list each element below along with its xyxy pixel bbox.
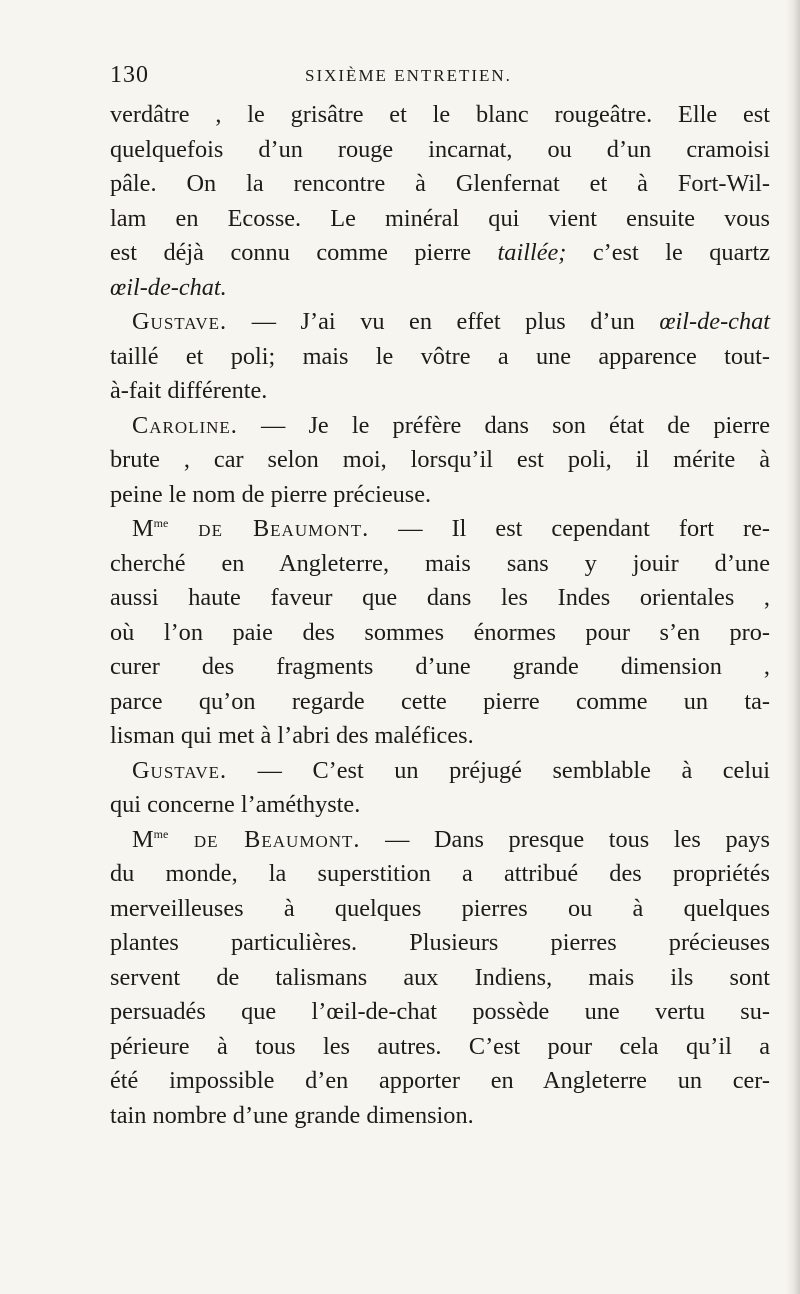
text-run: — Il est cependant fort re- — [369, 515, 770, 542]
speaker-name: Caroline. — [132, 411, 238, 439]
text-line — [110, 547, 770, 582]
text-line — [110, 236, 770, 271]
text-line — [110, 305, 770, 340]
text-line — [110, 754, 770, 789]
speaker-name: de Beaumont. — [168, 825, 361, 853]
text-line — [110, 995, 770, 1030]
text-line — [110, 98, 770, 133]
text-line — [110, 271, 770, 306]
text-run: où l’on paie des sommes énormes pour s’en pro- — [110, 618, 770, 646]
text-line — [110, 857, 770, 892]
text-line — [110, 719, 770, 754]
page-edge-shadow — [786, 0, 800, 1294]
text-line — [110, 685, 770, 720]
italic-term: taillée; — [497, 239, 567, 266]
text-run: me — [153, 516, 169, 530]
text-line — [110, 374, 770, 409]
text-line — [110, 892, 770, 927]
text-run: verdâtre , le grisâtre et le blanc rougeâtre. Elle est — [110, 101, 770, 128]
text-line — [110, 788, 770, 823]
text-run: été impossible d’en apporter en Angleterre un cer- — [110, 1067, 770, 1094]
text-run: servent de talismans aux Indiens, mais ils sont — [110, 963, 770, 991]
italic-term: œil-de-chat — [659, 308, 770, 335]
text-run: — J’ai vu en effet plus d’un — [227, 308, 660, 335]
text-run: à-fait différente. — [110, 377, 268, 404]
text-run: taillé et poli; mais le vôtre a une apparence tout- — [110, 342, 770, 370]
text-run: quelquefois d’un rouge incarnat, ou d’un cramoisi — [110, 135, 770, 163]
text-line — [110, 1064, 770, 1099]
text-run: — C’est un préjugé semblable à celui — [227, 756, 770, 784]
text-line — [110, 167, 770, 202]
text-run: aussi haute faveur que dans les Indes orientales , — [110, 584, 770, 611]
text-line — [110, 581, 770, 616]
text-line — [110, 823, 770, 858]
text-line — [110, 650, 770, 685]
text-line — [110, 512, 770, 547]
speaker-name: de Beaumont. — [168, 515, 370, 542]
text-line — [110, 443, 770, 478]
text-line — [110, 202, 770, 237]
text-run: périeure à tous les autres. C’est pour cela qu’il a — [110, 1032, 770, 1060]
running-head — [110, 62, 770, 92]
text-run: pâle. On la rencontre à Glenfernat et à Fort-Wil- — [110, 170, 770, 197]
text-run: — Dans presque tous les pays — [360, 825, 770, 853]
text-run: qui concerne l’améthyste. — [110, 791, 361, 818]
text-run: — Je le préfère dans son état de pierre — [237, 411, 770, 439]
text-run: me — [153, 826, 169, 841]
text-run: c’est le quartz — [566, 239, 770, 266]
text-line — [110, 133, 770, 168]
text-line — [110, 961, 770, 996]
text-run: M — [132, 825, 154, 853]
text-run: M — [132, 515, 154, 542]
text-run: merveilleuses à quelques pierres ou à quelques — [110, 894, 770, 922]
text-run: curer des fragments d’une grande dimension , — [110, 653, 770, 680]
text-line — [110, 340, 770, 375]
text-run: lisman qui met à l’abri des maléfices. — [110, 722, 474, 749]
text-line — [110, 1099, 770, 1134]
speaker-name: Gustave. — [132, 308, 228, 335]
text-run: du monde, la superstition a attribué des propriétés — [110, 860, 770, 887]
text-run: brute , car selon moi, lorsqu’il est poli, il mérite à — [110, 446, 770, 473]
text-run: persuadés que l’œil-de-chat possède une vertu su- — [110, 998, 770, 1025]
italic-term: œil-de-chat. — [110, 273, 227, 301]
text-line — [110, 478, 770, 513]
text-line — [110, 616, 770, 651]
text-run: tain nombre d’une grande dimension. — [110, 1101, 474, 1129]
chapter-title: SIXIÈME ENTRETIEN. — [305, 66, 512, 85]
text-run: parce qu’on regarde cette pierre comme un ta- — [110, 687, 770, 715]
text-line — [110, 926, 770, 961]
text-run: est déjà connu comme pierre — [110, 239, 498, 266]
text-line — [110, 1030, 770, 1065]
text-run: lam en Ecosse. Le minéral qui vient ensuite vous — [110, 204, 770, 232]
page-number: 130 — [110, 62, 149, 88]
text-run: plantes particulières. Plusieurs pierres précieuses — [110, 929, 770, 956]
text-run: peine le nom de pierre précieuse. — [110, 480, 432, 508]
speaker-name: Gustave. — [132, 756, 228, 784]
text-run: cherché en Angleterre, mais sans y jouir d’une — [110, 549, 770, 577]
text-line — [110, 409, 770, 444]
body-text — [110, 98, 770, 1133]
